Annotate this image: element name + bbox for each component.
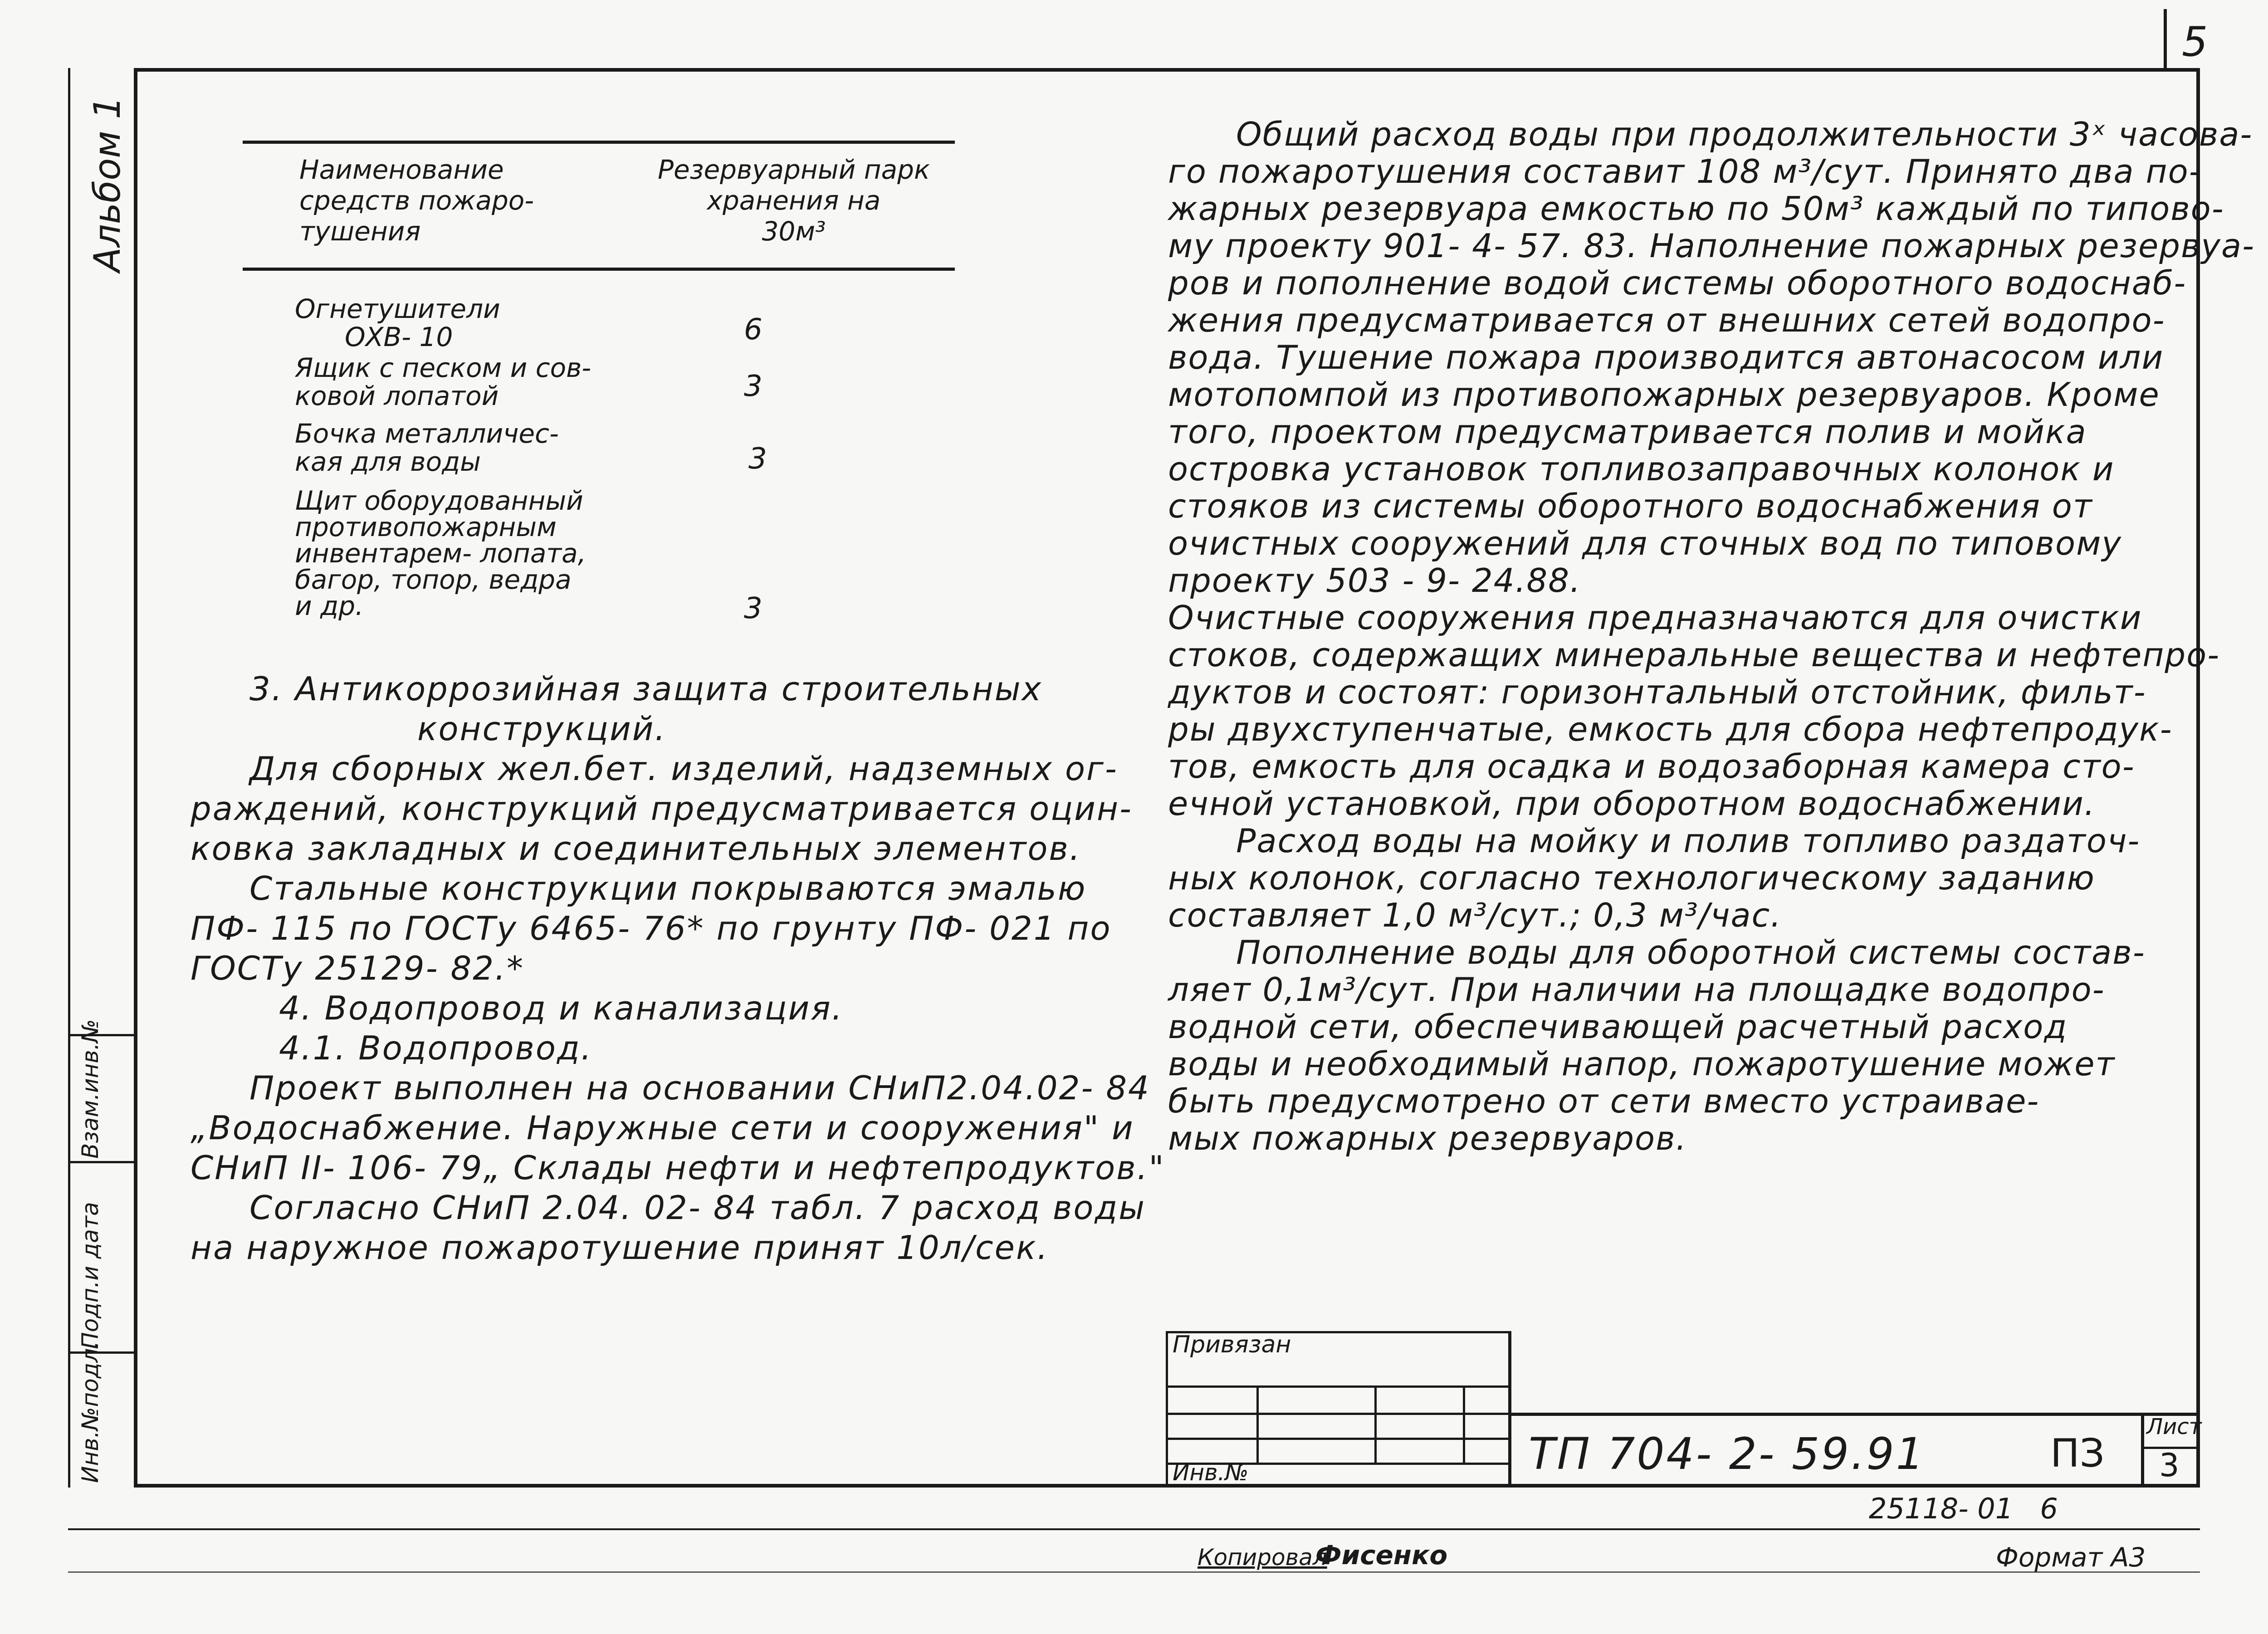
stamp-inv-label: Инв.№ (1173, 1459, 1249, 1486)
table-row-name-4: Щит оборудованный противопожарным инвентарем- лопата, багор, топор, ведра и др. (295, 485, 587, 621)
page-number: 5 (2182, 18, 2208, 66)
format-label: Формат А3 (1996, 1542, 2146, 1573)
stamp-privyazan-label: Привязан (1173, 1331, 1291, 1358)
left-text: 3. Антикоррозийная защита строительных конструкций. Для сборных жел.бет. изделий, надземных ог- раждений, конструкций предусматривается оцин- ковка закладных и соединительных элементов. Стальные конструкции покрываются эмалью ПФ- 115 по ГОСТу 6465- 76* по грунту ПФ- 021 по ГОСТу 25129- 82.* 4. Водопровод и канализация. 4.1. Водопровод. Проект выполнен на основании СНиП2.04.02- 84 „Водоснабжение. Наружные сети и сооружения" и СНиП II- 106- 79„ Склады нефти и нефтепродуктов." Согласно СНиП 2.04. 02- 84 табл. 7 расход воды на наружное пожаротушение принят 10л/сек. (191, 670, 1165, 1267)
copier-signature: Фисенко (1315, 1540, 1448, 1571)
stamp-doc-code: ПЗ (2050, 1431, 2105, 1476)
stamp-designation: ТП 704- 2- 59.91 (1529, 1429, 1926, 1479)
archive-number: 25118- 01 6 (1869, 1492, 2058, 1525)
table-row-value-4: 3 (744, 592, 763, 625)
side-label-inv: Инв.№подл. (77, 1341, 103, 1483)
stamp-sheet-number: 3 (2159, 1447, 2180, 1484)
side-label-replace: Взам.инв.№ (77, 1019, 103, 1159)
right-text: Общий расход воды при продолжительности 3ˣ часова- го пожаротушения составит 108 м³/сут. Принято два по- жарных резервуара емкостью по 50м³ каждый по типово- му проекту 901- 4- 57. 83. Наполнение пожарных резервуа- ров и пополнение водой системы оборотного водоснаб- жения предусматривается от внешних сетей водопро- вода. Тушение пожара производится автонасосом или мотопомпой из противопожарных резервуаров. Кроме того, проектом предусматривается полив и мойка островка установок топливозаправочных колонок и стояков из системы оборотного водоснабжения от очистных сооружений для сточных вод по типовому проекту 503 - 9- 24.88. Очистные сооружения предназначаются для очистки стоков, содержащих минеральные вещества и нефтепро- дуктов и состоят: горизонтальный отстойник, фильт- ры двухступенчатые, емкость для сбора нефтепродук- тов, емкость для осадка и водозаборная камера сто- ечной установкой, при оборотном водоснабжении. Расход воды на мойку и полив топливо раздаточ- ных колонок, согласно технологическому заданию составляет 1,0 м³/сут.; 0,3 м³/час. Пополнение воды для оборотной системы состав- ляет 0,1м³/сут. При наличии на площадке водопро- водной сети, обеспечивающей расчетный расход воды и необходимый напор, пожаротушение может быть предусмотрено от сети вместо устраивае- мых пожарных резервуаров. (1168, 115, 2255, 1157)
table-row-value-2: 3 (744, 370, 763, 403)
table-row-name-2: Ящик с песком и сов- ковой лопатой (295, 352, 591, 411)
album-label: Альбом 1 (86, 96, 128, 272)
stamp-sheet-label: Лист (2146, 1414, 2202, 1439)
table-row-name-1: Огнетушители ОХВ- 10 (295, 293, 500, 352)
table-row-value-1: 6 (744, 313, 763, 346)
table-row-name-3: Бочка металличес- кая для воды (295, 418, 559, 477)
copied-label: Копировал (1198, 1544, 1327, 1571)
table-header-value: Резервуарный парк хранения на 30м³ (657, 154, 930, 247)
table-row-value-3: 3 (748, 442, 767, 476)
side-label-sign: Подп.и дата (77, 1202, 103, 1349)
table-header-name: Наименование средств пожаро- тушения (299, 154, 534, 247)
